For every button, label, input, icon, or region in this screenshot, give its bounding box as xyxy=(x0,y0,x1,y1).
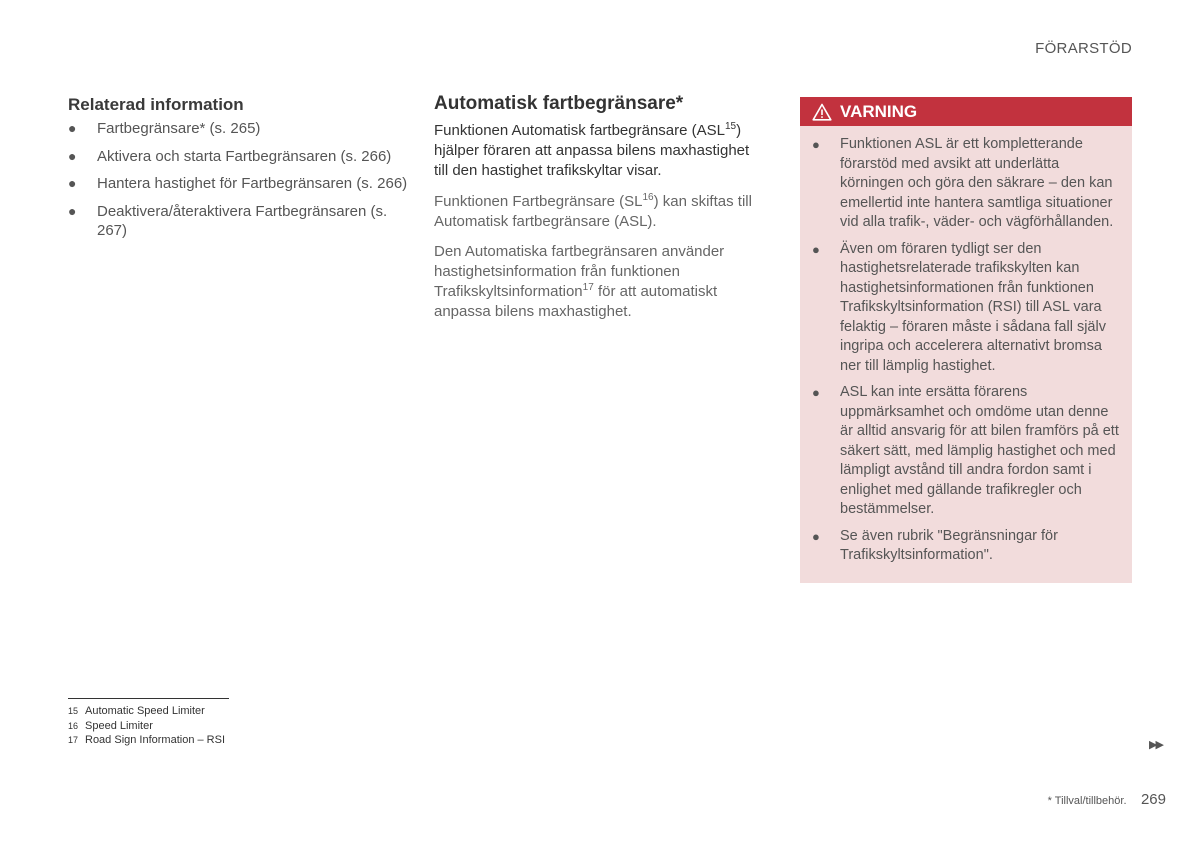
bullet-icon: ● xyxy=(68,202,77,219)
warning-item: ● Även om föraren tydligt ser den hastighetsrelaterade trafikskylten kan hastighetsinformationen från funktionen Trafikskyltsinformation (RSI) till ASL vara felaktig – föraren måste i sådana fall själv ingripa och accelerera alternativt bromsa ner till lämplig hastighet. xyxy=(812,240,1106,374)
bullet-icon: ● xyxy=(68,175,77,191)
footnote: 17 Road Sign Information – RSI xyxy=(68,734,226,746)
warning-item: ● ASL kan inte ersätta förarens uppmärksamhet och omdöme utan denne är alltid ansvarig för att bilen framförs på ett säkert sätt, med lämplig hastighet och med lämpligt avstånd till andra fordon samt i enlighet med gällande trafikregler och bestämmelser. xyxy=(812,384,1119,517)
warning-header xyxy=(800,97,1132,126)
footnotes xyxy=(68,698,229,748)
footnote-ref: 17 xyxy=(582,282,594,293)
footnote-ref: 15 xyxy=(725,121,737,132)
warning-box xyxy=(800,97,1132,583)
main-content xyxy=(434,93,764,332)
related-link-item[interactable]: ● Aktivera och starta Fartbegränsaren (s. 266) xyxy=(68,147,392,165)
related-link-item[interactable]: ● Deaktivera/återaktivera Fartbegränsaren (s. 267) xyxy=(68,202,388,239)
bullet-icon: ● xyxy=(812,241,820,257)
body-paragraph: Den Automatiska fartbegränsaren använder hastighetsinformation från funktionen Trafikskyltsinformation$^{17}$ för att automatiskt anpassa bilens maxhastighet. xyxy=(434,243,725,320)
page-title: Automatisk fartbegränsare* xyxy=(434,93,684,114)
bullet-icon: ● xyxy=(812,385,820,400)
section-header: FÖRARSTÖD xyxy=(1035,40,1132,57)
warning-triangle-icon xyxy=(812,103,832,121)
page-footer xyxy=(1048,791,1166,809)
warning-item: ● Se även rubrik "Begränsningar för Trafikskyltsinformation". xyxy=(812,527,1058,563)
related-link-item[interactable]: ● Hantera hastighet för Fartbegränsaren (s. 266) xyxy=(68,175,408,192)
optional-note: * Tillval/tillbehör. xyxy=(1047,795,1127,807)
lead-paragraph: Funktionen Automatisk fartbegränsare (ASL$^{15}$) hjälper föraren att anpassa bilens maxhastighet till den hastighet trafikskyltar visar. xyxy=(434,121,750,179)
body-paragraph: Funktionen Fartbegränsare (SL$^{16}$) kan skiftas till Automatisk fartbegränsare (ASL). xyxy=(434,192,752,230)
continue-arrow-icon[interactable]: ▶▶ xyxy=(1149,739,1162,751)
related-list xyxy=(68,119,408,241)
footnote-ref: 16 xyxy=(642,192,654,203)
related-title: Relaterad information xyxy=(68,95,244,114)
related-information xyxy=(68,95,408,249)
related-link-item[interactable]: ● Fartbegränsare* (s. 265) xyxy=(68,120,261,137)
warning-list xyxy=(800,126,1132,566)
bullet-icon: ● xyxy=(68,120,77,136)
warning-title: VARNING xyxy=(840,101,918,121)
footnote: 15 Automatic Speed Limiter xyxy=(68,705,205,717)
warning-item: ● Funktionen ASL är ett kompletterande förarstöd med avsikt att underlätta körningen och göra den säkrare – den kan emellertid inte hantera samtliga situationer vid alla trafik-, väder- och vägförhållanden. xyxy=(812,136,1114,230)
bullet-icon: ● xyxy=(68,147,77,164)
footnote: 16 Speed Limiter xyxy=(68,719,153,732)
bullet-icon: ● xyxy=(812,528,820,544)
bullet-icon: ● xyxy=(812,137,820,152)
page-number: 269 xyxy=(1140,791,1166,808)
